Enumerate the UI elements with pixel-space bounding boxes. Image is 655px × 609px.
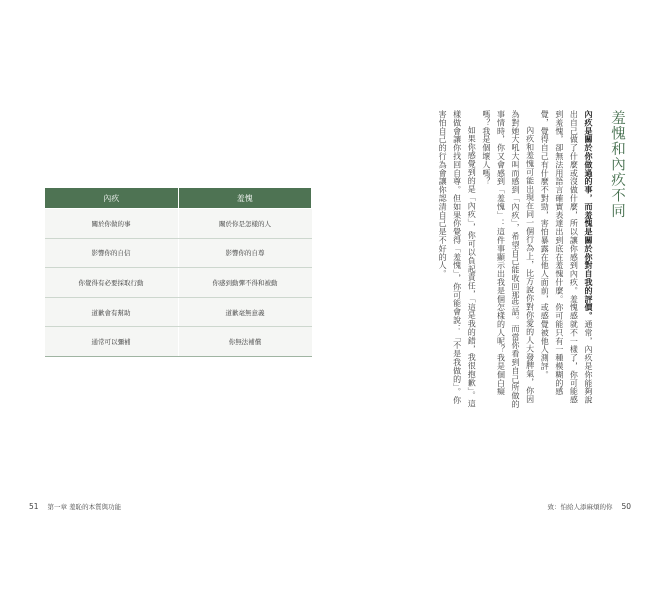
table-row xyxy=(45,238,312,268)
paragraph-3: 如果你感覺到的是「內疚」，你可以負起責任，「這是我的錯，我很抱歉」。這樣做會讓你找回自尊。但如果你覺得「羞愧」，你可能會說：「不是我做的」。你害怕自己的行為會讓你認清自己是不好的人。 xyxy=(438,110,477,408)
cell-guilt: 通常可以彌補 xyxy=(45,327,179,357)
paragraph-1-lead: 內疚是關於你做過的事，而羞愧是關於你對自我的評價。 xyxy=(584,110,593,320)
header-guilt: 內疚 xyxy=(45,188,179,209)
book-title: 致：怕給人添麻煩的你 xyxy=(547,503,613,511)
table-row xyxy=(45,268,312,298)
table-row xyxy=(45,209,312,239)
table-row xyxy=(45,327,312,357)
footer-left xyxy=(29,502,121,511)
cell-guilt: 你覺得有必要採取行動 xyxy=(45,268,179,298)
page-number-right: 50 xyxy=(621,502,631,511)
page-number-left: 51 xyxy=(29,502,39,511)
cell-shame: 影響你的自尊 xyxy=(178,238,312,268)
paragraph-1 xyxy=(537,110,595,410)
cell-guilt: 道歉會有幫助 xyxy=(45,297,179,327)
right-page-body xyxy=(360,110,628,410)
header-shame: 羞愧 xyxy=(178,188,312,209)
table-header-row xyxy=(45,188,312,209)
table-row xyxy=(45,297,312,327)
cell-shame: 關於你是怎樣的人 xyxy=(178,209,312,239)
cell-shame: 道歉毫無意義 xyxy=(178,297,312,327)
paragraph-1-body: 通常，內疚是你能夠說出自己做了什麼或沒做什麼，所以讓你感到內疚。羞愧感就不一樣了，你可能感到羞愧，卻無法用語言確實表達出到底在羞愧什麼。你可能只有一種模糊的感覺，覺得自己有什麼不對勁，害怕暴露在他人面前，或感覺被他人測評。 xyxy=(540,110,593,404)
cell-guilt: 影響你的自信 xyxy=(45,238,179,268)
footer-right xyxy=(547,502,631,511)
chapter-title: 第一章 羞恥的本質與功能 xyxy=(47,503,122,511)
paragraph-2: 內疚和羞愧可能出現在同一個行為上，比方說你對你愛的人大發脾氣，你因為對她大吼大叫而感到「內疚」，希望自己能收回那些話。而當你看到自己所做的事情時，你又會感到「羞愧」：這件事顯示出我是個怎樣的人呢？我是個白癡嗎？我是個壞人嗎？ xyxy=(481,110,535,409)
guilt-shame-table xyxy=(44,187,312,357)
cell-shame: 你感到動彈不得和被動 xyxy=(178,268,312,298)
cell-guilt: 關於你做的事 xyxy=(45,209,179,239)
section-heading: 羞愧和內疚不同 xyxy=(609,110,625,219)
cell-shame: 你無法補償 xyxy=(178,327,312,357)
